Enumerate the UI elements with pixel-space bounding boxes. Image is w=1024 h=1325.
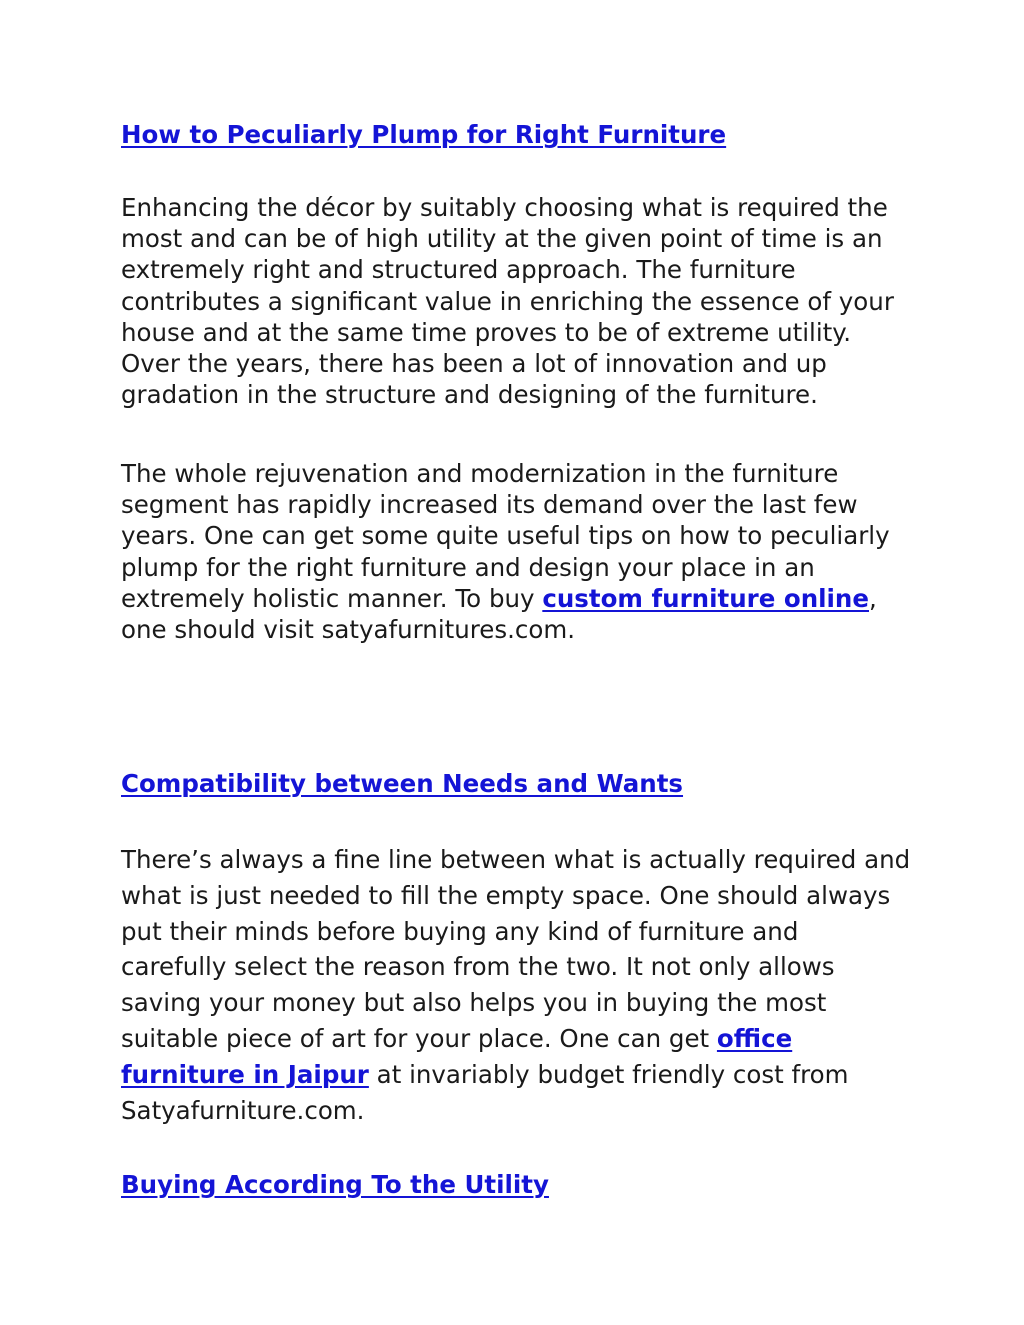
paragraph-rejuvenation-tail: , one should visit satyafurnitures.com. (121, 583, 877, 645)
paragraph-enhancing-decor: Enhancing the décor by suitably choosing what is required the most and can be of high utility at the given point of time is an extremely right and structured approach. The furniture contributes a significant value in enriching the essence of your house and at the same time proves to be of extreme utility. Over the years, there has been a lot of innovation and up gradation in the structure and designing of the furniture. (121, 193, 894, 410)
heading-buying-utility[interactable]: Buying According To the Utility (121, 1170, 549, 1199)
paragraph-fine-line (121, 842, 911, 1128)
heading-how-to-plump[interactable]: How to Peculiarly Plump for Right Furniture (121, 120, 727, 149)
paragraph-fine-line-tail: at invariably budget friendly cost from Satyafurniture.com. (121, 1059, 849, 1125)
paragraph-rejuvenation-text: The whole rejuvenation and modernization in the furniture segment has rapidly increased its demand over the last few years. One can get some quite useful tips on how to peculiarly plump for the right furniture and design your place in an extremely holistic manner. To buy (121, 459, 890, 613)
link-custom-furniture-online[interactable]: custom furniture online (542, 583, 869, 613)
heading-compatibility[interactable]: Compatibility between Needs and Wants (121, 769, 684, 798)
paragraph-rejuvenation (121, 458, 911, 645)
link-office-furniture-jaipur[interactable]: office furniture in Jaipur (121, 1023, 793, 1089)
paragraph-fine-line-text: There’s always a fine line between what is actually required and what is just needed to fill the empty space. One should always put their minds before buying any kind of furniture and carefully select the reason from the two. It not only allows saving your money but also helps you in buying the most suitable piece of art for your place. One can get (121, 845, 911, 1053)
